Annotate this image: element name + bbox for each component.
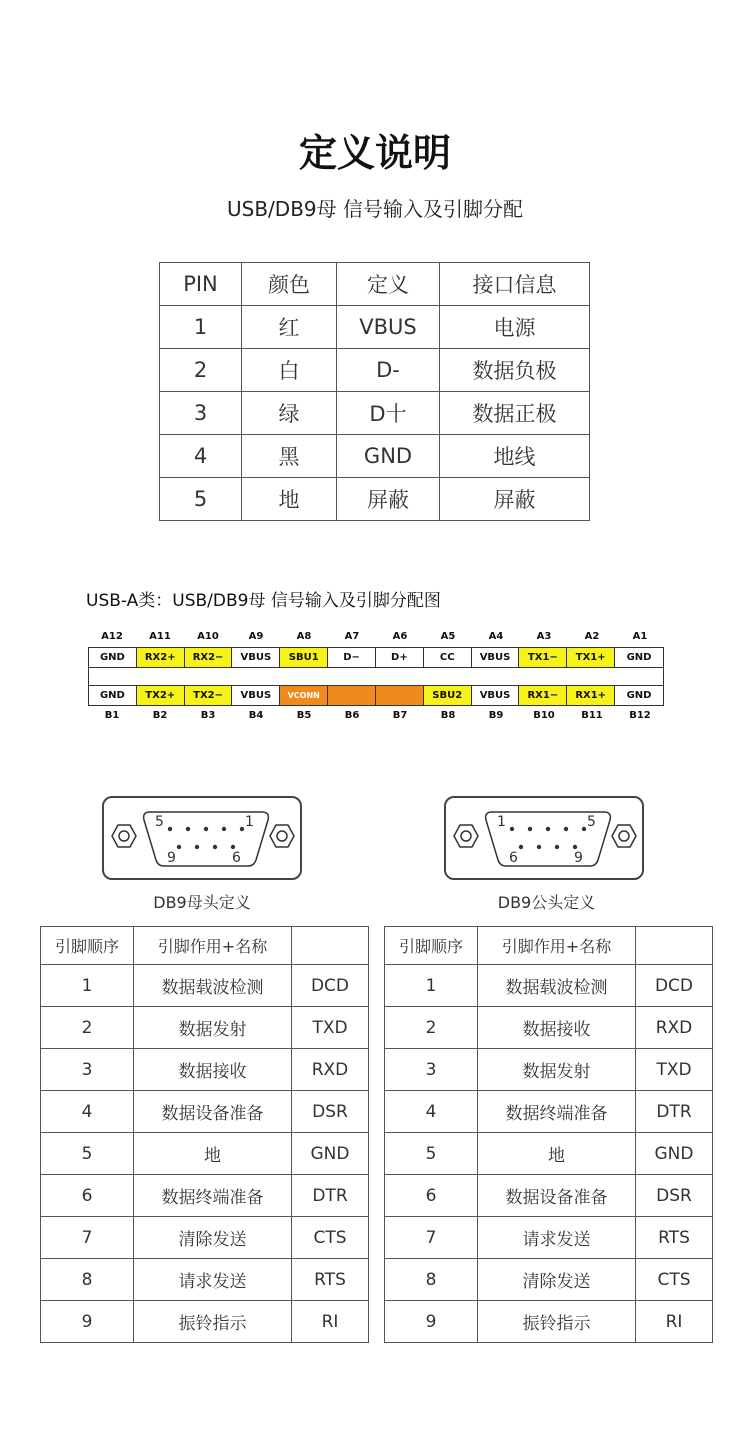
top-pin-labels	[88, 627, 664, 647]
pin-cell: GND	[615, 648, 663, 667]
table-cell: 屏蔽	[440, 478, 590, 521]
table-cell: 请求发送	[134, 1259, 292, 1301]
usb-a-title: USB-A类：USB/DB9母 信号输入及引脚分配图	[86, 591, 441, 611]
pin-cell: SBU2	[424, 686, 472, 705]
bottom-pin-labels	[88, 706, 664, 726]
table-cell: 数据终端准备	[478, 1091, 636, 1133]
pin-label: B5	[296, 710, 312, 721]
pin-definition-table	[159, 262, 590, 521]
pin-cell	[328, 686, 376, 705]
header-cell: 引脚作用+名称	[478, 927, 636, 965]
header-cell: 引脚顺序	[385, 927, 478, 965]
pin-label: B12	[629, 710, 651, 721]
table-row	[385, 1091, 713, 1133]
table-cell: 6	[41, 1175, 134, 1217]
table-cell: RI	[636, 1301, 713, 1343]
pin-number: 5	[587, 814, 596, 830]
table-cell: DTR	[636, 1091, 713, 1133]
page-subtitle: USB/DB9母 信号输入及引脚分配	[227, 197, 523, 221]
table-cell: 5	[160, 478, 242, 521]
pin-label: B7	[392, 710, 408, 721]
table-cell: 清除发送	[134, 1217, 292, 1259]
pin-cell: GND	[615, 686, 663, 705]
pin-number: 9	[167, 850, 176, 866]
table-row	[160, 392, 590, 435]
pin-cell: SBU1	[280, 648, 328, 667]
pin-label: B9	[488, 710, 504, 721]
db9-female-connector	[102, 796, 302, 880]
table-row	[41, 1007, 369, 1049]
table-cell: 8	[385, 1259, 478, 1301]
table-cell: RTS	[292, 1259, 369, 1301]
table-cell: CTS	[292, 1217, 369, 1259]
pin-dots	[510, 827, 586, 849]
table-row	[41, 1217, 369, 1259]
pin-cell	[376, 686, 424, 705]
pin-cell: RX1+	[567, 686, 615, 705]
table-cell: 1	[160, 306, 242, 349]
table-row	[41, 1091, 369, 1133]
table-cell: 2	[385, 1007, 478, 1049]
table-cell: 3	[160, 392, 242, 435]
table-cell: 电源	[440, 306, 590, 349]
pin-number: 1	[497, 814, 506, 830]
table-row	[160, 349, 590, 392]
pin-label: A2	[584, 631, 600, 642]
table-cell: 4	[385, 1091, 478, 1133]
table-cell: DCD	[636, 965, 713, 1007]
table-cell: RTS	[636, 1217, 713, 1259]
table-cell: 5	[385, 1133, 478, 1175]
table-cell: 2	[160, 349, 242, 392]
table-cell: 地	[134, 1133, 292, 1175]
table-row	[385, 1259, 713, 1301]
table-cell: CTS	[636, 1259, 713, 1301]
pin-label: A12	[101, 631, 123, 642]
table-cell: DSR	[292, 1091, 369, 1133]
table-header-row	[41, 927, 369, 965]
table-cell: 黑	[242, 435, 337, 478]
pin-label: A8	[296, 631, 312, 642]
pin-cell: CC	[424, 648, 472, 667]
table-row	[41, 1133, 369, 1175]
table-cell: 7	[41, 1217, 134, 1259]
table-cell: 数据负极	[440, 349, 590, 392]
table-cell: TXD	[636, 1049, 713, 1091]
pin-number: 5	[155, 814, 164, 830]
table-header-row	[160, 263, 590, 306]
table-cell: RI	[292, 1301, 369, 1343]
top-pin-row	[88, 647, 664, 668]
table-cell: 数据发射	[134, 1007, 292, 1049]
pin-label: A9	[248, 631, 264, 642]
pin-cell: TX1+	[567, 648, 615, 667]
pin-label: A3	[536, 631, 552, 642]
table-cell: RXD	[636, 1007, 713, 1049]
table-cell: 地	[478, 1133, 636, 1175]
table-row	[160, 478, 590, 521]
table-row	[385, 1049, 713, 1091]
header-cell	[636, 927, 713, 965]
db9-female-label: DB9母头定义	[153, 893, 251, 912]
pin-label: B8	[440, 710, 456, 721]
table-cell: 数据载波检测	[478, 965, 636, 1007]
table-cell: 1	[385, 965, 478, 1007]
table-cell: D-	[337, 349, 440, 392]
table-cell: D十	[337, 392, 440, 435]
header-cell: 接口信息	[440, 263, 590, 306]
table-cell: 数据终端准备	[134, 1175, 292, 1217]
table-cell: 2	[41, 1007, 134, 1049]
pin-cell: TX2+	[137, 686, 185, 705]
table-cell: 数据正极	[440, 392, 590, 435]
pin-cell: RX2+	[137, 648, 185, 667]
table-cell: GND	[337, 435, 440, 478]
pin-cell: VBUS	[232, 686, 280, 705]
table-cell: GND	[292, 1133, 369, 1175]
table-cell: GND	[636, 1133, 713, 1175]
pin-number: 6	[509, 850, 518, 866]
pin-cell: VBUS	[472, 648, 520, 667]
db9-female-drawing	[104, 798, 300, 878]
table-cell: TXD	[292, 1007, 369, 1049]
header-cell: 引脚顺序	[41, 927, 134, 965]
pin-cell: GND	[89, 648, 137, 667]
screw-icon	[612, 825, 636, 847]
header-cell	[292, 927, 369, 965]
table-cell: 4	[41, 1091, 134, 1133]
table-cell: 数据设备准备	[134, 1091, 292, 1133]
pin-label: B3	[200, 710, 216, 721]
usb-a-pin-diagram	[88, 627, 664, 726]
table-row	[41, 1259, 369, 1301]
pin-cell: D−	[328, 648, 376, 667]
screw-icon	[270, 825, 294, 847]
table-row	[160, 306, 590, 349]
pin-label: A4	[488, 631, 504, 642]
pin-label: B10	[533, 710, 555, 721]
pin-cell: VBUS	[472, 686, 520, 705]
pin-label: A10	[197, 631, 219, 642]
table-cell: 数据设备准备	[478, 1175, 636, 1217]
screw-icon	[112, 825, 136, 847]
table-row	[385, 1007, 713, 1049]
pin-number: 6	[232, 850, 241, 866]
header-cell: 颜色	[242, 263, 337, 306]
table-cell: RXD	[292, 1049, 369, 1091]
db9-male-drawing	[446, 798, 642, 878]
bottom-pin-row	[88, 685, 664, 706]
table-cell: DSR	[636, 1175, 713, 1217]
table-cell: 3	[385, 1049, 478, 1091]
header-cell: 定义	[337, 263, 440, 306]
table-row	[385, 1301, 713, 1343]
header-cell: PIN	[160, 263, 242, 306]
db9-male-label: DB9公头定义	[497, 893, 596, 912]
table-header-row	[385, 927, 713, 965]
table-cell: 红	[242, 306, 337, 349]
pin-label: A5	[440, 631, 456, 642]
table-cell: DTR	[292, 1175, 369, 1217]
pin-label: A7	[344, 631, 360, 642]
table-row	[41, 1049, 369, 1091]
table-cell: 4	[160, 435, 242, 478]
table-row	[41, 1175, 369, 1217]
table-cell: 白	[242, 349, 337, 392]
pin-cell: VCONN	[280, 686, 328, 705]
db9-female-signal-table	[40, 926, 369, 1343]
table-cell: 清除发送	[478, 1259, 636, 1301]
table-cell: 数据接收	[478, 1007, 636, 1049]
table-cell: 数据发射	[478, 1049, 636, 1091]
page-title: 定义说明	[298, 131, 451, 175]
pin-dots	[168, 827, 244, 849]
pin-cell: GND	[89, 686, 137, 705]
table-row	[41, 1301, 369, 1343]
table-cell: 振铃指示	[134, 1301, 292, 1343]
table-cell: 振铃指示	[478, 1301, 636, 1343]
table-cell: 6	[385, 1175, 478, 1217]
pin-cell: TX2−	[185, 686, 233, 705]
pin-label: B4	[248, 710, 264, 721]
pin-label: B6	[344, 710, 360, 721]
pin-cell: RX1−	[519, 686, 567, 705]
table-cell: 3	[41, 1049, 134, 1091]
pin-number: 9	[574, 850, 583, 866]
table-cell: DCD	[292, 965, 369, 1007]
pin-label: B1	[104, 710, 120, 721]
table-cell: 请求发送	[478, 1217, 636, 1259]
table-cell: VBUS	[337, 306, 440, 349]
table-cell: 绿	[242, 392, 337, 435]
header-cell: 引脚作用+名称	[134, 927, 292, 965]
table-cell: 数据载波检测	[134, 965, 292, 1007]
screw-icon	[454, 825, 478, 847]
pin-label: A6	[392, 631, 408, 642]
pin-number: 1	[245, 814, 254, 830]
table-cell: 8	[41, 1259, 134, 1301]
pin-label: B11	[581, 710, 603, 721]
table-cell: 9	[41, 1301, 134, 1343]
pin-cell: D+	[376, 648, 424, 667]
table-row	[41, 965, 369, 1007]
table-cell: 1	[41, 965, 134, 1007]
table-row	[385, 1175, 713, 1217]
pin-cell: RX2−	[185, 648, 233, 667]
pin-cell: TX1−	[519, 648, 567, 667]
table-cell: 屏蔽	[337, 478, 440, 521]
table-row	[385, 1133, 713, 1175]
connector-gap	[88, 668, 664, 685]
table-cell: 地线	[440, 435, 590, 478]
table-cell: 地	[242, 478, 337, 521]
table-cell: 9	[385, 1301, 478, 1343]
db9-male-connector	[444, 796, 644, 880]
table-cell: 7	[385, 1217, 478, 1259]
table-cell: 数据接收	[134, 1049, 292, 1091]
pin-label: A1	[632, 631, 648, 642]
pin-label: B2	[152, 710, 168, 721]
db9-male-signal-table	[384, 926, 713, 1343]
table-cell: 5	[41, 1133, 134, 1175]
table-row	[385, 1217, 713, 1259]
pin-label: A11	[149, 631, 171, 642]
table-row	[385, 965, 713, 1007]
table-row	[160, 435, 590, 478]
pin-cell: VBUS	[232, 648, 280, 667]
